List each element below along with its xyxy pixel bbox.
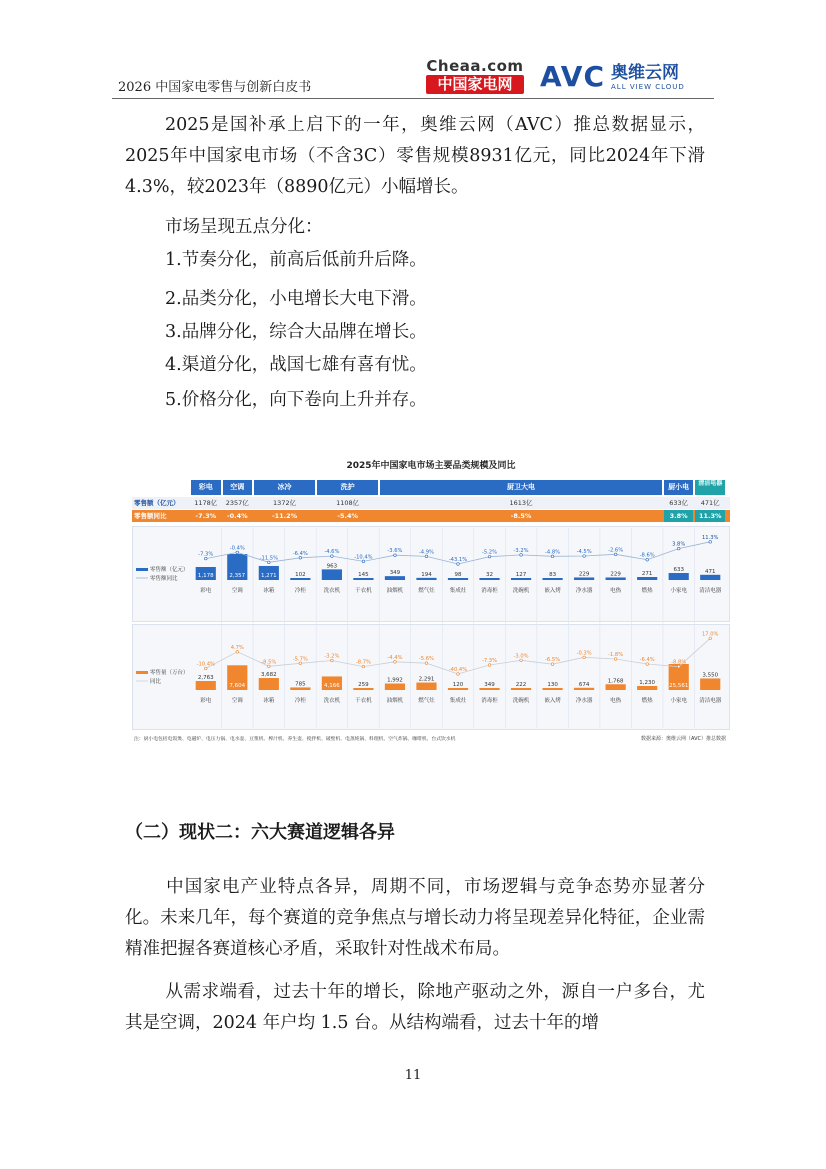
volume-yoy-label-13: -1.8%: [608, 651, 624, 658]
group-header-1: 空调: [223, 480, 253, 495]
paragraph-4-text: 从需求端看，过去十年的增长，除地产驱动之外，源自一户多台，尤其是空调，2024 年户均 1.5 台。从结构端看，过去十年的增: [125, 982, 705, 1033]
point-5: 5.价格分化，向下卷向上升并存。: [165, 390, 427, 410]
volume-yoy-point-1: [236, 651, 239, 654]
sales-yoy-point-3: [299, 556, 302, 559]
volume-yoy-label-9: -7.3%: [481, 658, 498, 665]
group-yoy-1: -0.4%: [226, 512, 248, 520]
sales-bar-9: [479, 578, 499, 580]
sales-category-9: 消毒柜: [481, 588, 498, 594]
volume-yoy-label-6: -4.4%: [387, 654, 403, 661]
volume-bar-6: [385, 684, 405, 690]
paragraph-3: [125, 872, 705, 965]
sales-value-15: 633: [673, 567, 684, 574]
volume-value-5: 259: [358, 682, 369, 688]
sales-category-12: 净水器: [575, 588, 593, 594]
sales-value-7: 194: [421, 571, 432, 578]
point-1: 1.节奏分化，前高后低前升后降。: [165, 250, 427, 270]
group-sales-0: 1178亿: [194, 499, 218, 507]
sales-value-16: 471: [704, 568, 716, 575]
sales-bar-16: [700, 575, 720, 580]
sales-yoy-point-15: [677, 547, 680, 550]
sales-yoy-label-6: -3.6%: [387, 548, 403, 555]
group-yoy-5: 3.8%: [664, 510, 694, 522]
volume-yoy-point-6: [394, 661, 397, 664]
sales-bar-4: [322, 569, 342, 580]
category-chart: [132, 452, 730, 748]
group-header-0: 彩电: [191, 480, 221, 495]
sales-yoy-point-1: [236, 551, 239, 554]
volume-category-12: 净水器: [575, 698, 593, 704]
volume-category-1: 空调: [231, 698, 243, 704]
volume-yoy-point-13: [614, 658, 617, 661]
volume-yoy-label-8: -40.4%: [448, 667, 468, 673]
sales-yoy-point-6: [394, 554, 397, 557]
sales-category-11: 嵌入烤: [544, 588, 561, 594]
page-number: 11: [404, 1068, 422, 1083]
sales-yoy-point-10: [520, 554, 523, 557]
volume-category-6: 油烟机: [386, 698, 404, 704]
volume-yoy-point-5: [362, 665, 365, 668]
sales-yoy-label-13: -2.6%: [608, 547, 624, 554]
sales-yoy-label-15: 3.8%: [672, 541, 686, 548]
volume-category-4: 洗衣机: [323, 698, 341, 704]
volume-yoy-point-12: [583, 656, 586, 659]
sales-category-7: 燃气灶: [418, 588, 435, 594]
sales-yoy-point-11: [551, 555, 554, 558]
paragraph-1-text: 2025是国补承上启下的一年，奥维云网（AVC）推总数据显示，2025年中国家电市场（不含3C）零售规模8931亿元，同比2024年下滑4.3%，较2023年（8890亿元）小幅增长。: [125, 115, 705, 197]
volume-value-10: 222: [515, 682, 527, 688]
chart-note: 注：厨小电包括电饭煲、电磁炉、电压力锅、电水壶、豆浆机、榨汁机、养生壶、搅拌机、破壁机、电蒸炖锅、料理机、空气炸锅、咖啡机、台式饮水机: [134, 737, 456, 742]
paragraph-1: [125, 110, 705, 203]
volume-yoy-label-10: -3.0%: [513, 653, 529, 660]
avc-logo-en: ALL VIEW CLOUD: [611, 83, 685, 91]
sales-category-8: 集成灶: [449, 588, 467, 594]
sales-value-6: 349: [389, 570, 401, 577]
volume-value-14: 1,230: [639, 680, 656, 687]
volume-category-16: 清洁电器: [699, 698, 722, 704]
point-3: 3.品牌分化，综合大品牌在增长。: [165, 322, 427, 342]
sales-value-3: 102: [295, 572, 306, 578]
sales-value-0: 1,178: [197, 573, 214, 579]
sales-yoy-point-9: [488, 555, 491, 558]
sales-yoy-label-3: -6.4%: [292, 550, 308, 557]
volume-yoy-point-10: [520, 659, 523, 662]
header-title: 2026 中国家电零售与创新白皮书: [118, 80, 312, 95]
sales-legend-swatch: [136, 568, 148, 571]
volume-bar-9: [479, 688, 499, 690]
sales-yoy-point-0: [204, 557, 207, 560]
sales-category-15: 小家电: [670, 588, 687, 594]
paragraph-3-text: 中国家电产业特点各异，周期不同，市场逻辑与竞争态势亦显著分化。未来几年，每个赛道的竞争焦点与增长动力将呈现差异化特征，企业需精准把握各赛道核心矛盾，采取针对性战术布局。: [125, 877, 705, 959]
sales-yoy-point-13: [614, 553, 617, 556]
volume-category-8: 集成灶: [449, 698, 467, 704]
sales-yoy-point-14: [646, 558, 649, 561]
sales-bar-10: [511, 578, 531, 580]
sales-category-6: 油烟机: [386, 588, 404, 594]
group-yoy-2: -11.2%: [271, 512, 298, 520]
volume-bar-5: [353, 688, 373, 690]
sales-yoy-point-7: [425, 555, 428, 558]
group-yoy-label: 零售额同比: [134, 512, 167, 520]
group-header-5: 厨小电: [664, 480, 694, 495]
volume-yoy-label-14: -6.4%: [639, 657, 655, 664]
volume-yoy-label-11: -6.5%: [545, 657, 561, 664]
chart-source: 数据来源：奥维云网（AVC）推总数据: [640, 736, 726, 742]
sales-yoy-label-7: -4.9%: [418, 549, 435, 556]
avc-logo-mark: AVC: [540, 60, 605, 93]
group-header-4: 厨卫大电: [380, 480, 662, 495]
sales-yoy-label-8: -43.1%: [448, 557, 468, 563]
group-yoy-0: -7.3%: [195, 512, 217, 520]
volume-bar-3: [290, 687, 310, 690]
sales-value-13: 229: [610, 571, 621, 578]
group-header-6: 清洁电器: [695, 480, 725, 495]
volume-bar-7: [416, 683, 436, 690]
volume-yoy-label-7: -5.6%: [418, 656, 435, 663]
group-header-3: 洗护: [317, 480, 378, 495]
sales-bar-13: [606, 577, 626, 580]
volume-value-15: 25,561: [669, 683, 689, 689]
sales-value-4: 963: [326, 563, 338, 570]
volume-bar-14: [637, 686, 657, 690]
sales-value-5: 145: [358, 572, 369, 578]
volume-yoy-point-2: [268, 665, 271, 668]
volume-category-5: 干衣机: [355, 698, 372, 704]
sales-yoy-label-9: -5.2%: [481, 549, 498, 556]
group-yoy-4: -8.5%: [510, 512, 532, 520]
sales-value-14: 271: [641, 571, 653, 578]
sales-value-11: 83: [549, 572, 557, 578]
volume-category-10: 洗碗机: [512, 698, 530, 704]
volume-bar-16: [700, 678, 720, 690]
volume-value-3: 785: [295, 681, 306, 688]
chart-svg: [132, 452, 730, 748]
sales-yoy-legend-label: 零售额同比: [150, 576, 178, 582]
volume-yoy-legend-label: 同比: [150, 679, 162, 685]
volume-value-4: 4,166: [324, 683, 340, 689]
sales-value-8: 98: [454, 572, 462, 578]
header-divider: [112, 98, 714, 99]
cheaa-logo-cn: 中国家电网: [426, 75, 524, 94]
volume-yoy-point-3: [299, 662, 302, 665]
volume-yoy-label-5: -8.7%: [355, 659, 371, 666]
point-4: 4.渠道分化，战国七雄有喜有忧。: [165, 355, 427, 375]
sales-bar-12: [574, 577, 594, 580]
sales-yoy-label-12: -4.5%: [576, 549, 592, 556]
group-sales-6: 471亿: [700, 499, 720, 507]
sales-yoy-point-4: [331, 555, 334, 558]
sales-yoy-label-5: -10.4%: [354, 554, 373, 561]
group-sales-3: 1108亿: [336, 499, 360, 507]
sales-yoy-point-8: [457, 563, 460, 566]
sales-yoy-label-0: -7.3%: [198, 551, 214, 558]
sales-value-10: 127: [515, 572, 527, 578]
volume-yoy-point-15: [677, 665, 680, 668]
point-2: 2.品类分化，小电增长大电下滑。: [165, 289, 427, 309]
sales-value-12: 229: [578, 571, 590, 578]
volume-yoy-label-3: -5.7%: [292, 656, 308, 663]
sales-yoy-label-4: -4.6%: [324, 549, 340, 556]
volume-value-9: 349: [484, 682, 495, 688]
volume-yoy-label-1: 4.7%: [230, 644, 244, 651]
group-sales-5: 633亿: [669, 499, 689, 507]
cheaa-logo: [426, 58, 524, 94]
volume-category-2: 冰箱: [263, 698, 275, 704]
sales-category-5: 干衣机: [355, 588, 372, 594]
volume-yoy-point-7: [425, 662, 428, 665]
volume-yoy-point-8: [457, 673, 460, 676]
sales-bar-14: [637, 577, 657, 580]
sales-yoy-point-2: [268, 561, 271, 564]
volume-category-3: 冷柜: [294, 698, 306, 704]
sales-category-1: 空调: [231, 588, 243, 594]
sales-yoy-point-12: [583, 555, 586, 558]
volume-legend-swatch: [136, 671, 148, 674]
group-yoy-3: -5.4%: [337, 512, 358, 520]
volume-category-9: 消毒柜: [481, 698, 498, 704]
sales-yoy-label-14: -8.6%: [639, 552, 655, 559]
sales-category-4: 洗衣机: [323, 588, 341, 594]
volume-value-16: 3,550: [702, 672, 719, 679]
avc-logo: [540, 62, 685, 92]
sales-bar-7: [416, 578, 436, 580]
volume-yoy-point-14: [646, 663, 649, 666]
sales-category-2: 冰箱: [263, 588, 275, 594]
group-sales-2: 1372亿: [273, 499, 297, 507]
volume-value-13: 1,768: [607, 678, 624, 685]
sales-bar-5: [353, 578, 373, 580]
sales-bar-3: [290, 578, 310, 580]
sales-yoy-label-11: -4.8%: [545, 549, 561, 556]
volume-value-12: 674: [578, 681, 590, 688]
volume-yoy-label-0: -10.4%: [196, 661, 215, 668]
volume-bar-11: [542, 688, 562, 690]
volume-value-6: 1,992: [387, 677, 403, 684]
sales-category-14: 燃热: [641, 588, 653, 594]
volume-bar-10: [511, 688, 531, 690]
sales-bar-8: [448, 578, 468, 580]
group-sales-1: 2357亿: [225, 499, 249, 507]
group-sales-label: 零售额（亿元）: [134, 499, 180, 507]
volume-yoy-label-12: -0.3%: [576, 650, 592, 657]
group-yoy-6: 11.3%: [695, 510, 725, 522]
volume-bar-0: [196, 681, 216, 690]
volume-yoy-point-11: [551, 663, 554, 666]
volume-bar-8: [448, 688, 468, 690]
volume-value-11: 130: [547, 682, 558, 688]
sales-value-2: 1,271: [260, 573, 277, 579]
volume-yoy-point-0: [204, 667, 207, 670]
volume-yoy-point-16: [709, 637, 712, 640]
sales-category-16: 清洁电器: [699, 588, 722, 594]
volume-category-7: 燃气灶: [418, 698, 435, 704]
sales-value-1: 2,357: [229, 573, 246, 579]
volume-bar-2: [259, 678, 279, 690]
volume-value-8: 120: [452, 682, 464, 688]
sales-category-0: 彩电: [200, 588, 212, 594]
paragraph-2: 市场呈现五点分化：: [165, 217, 323, 237]
cheaa-logo-url: Cheaa.com: [426, 57, 524, 75]
volume-value-7: 2,291: [418, 676, 435, 683]
group-sales-4: 1613亿: [509, 499, 533, 507]
sales-yoy-label-1: -0.4%: [229, 545, 245, 552]
sales-yoy-label-16: 11.3%: [701, 534, 719, 541]
sales-yoy-point-16: [709, 541, 712, 544]
volume-category-0: 彩电: [200, 698, 212, 704]
volume-value-1: 7,604: [229, 683, 246, 689]
volume-yoy-label-2: -8.5%: [261, 659, 277, 666]
volume-category-11: 嵌入烤: [544, 698, 561, 704]
volume-legend-label: 零售量（万台）: [150, 670, 189, 676]
sales-category-3: 冷柜: [294, 588, 306, 594]
volume-value-0: 2,763: [197, 675, 214, 682]
volume-category-14: 燃热: [641, 698, 653, 704]
chart-title: 2025年中国家电市场主要品类规模及同比: [346, 461, 516, 471]
sales-yoy-label-2: -11.5%: [259, 555, 279, 562]
volume-value-2: 3,682: [260, 672, 277, 679]
group-header-2: 冰冷: [254, 480, 315, 495]
volume-yoy-label-4: -3.2%: [324, 653, 340, 660]
sales-bar-6: [385, 576, 405, 580]
volume-yoy-point-9: [488, 664, 491, 667]
paragraph-4: [125, 977, 705, 1039]
section-heading: （二）现状二：六大赛道逻辑各异: [125, 822, 395, 843]
sales-yoy-point-5: [362, 560, 365, 563]
volume-yoy-point-4: [331, 659, 334, 662]
volume-yoy-label-16: 17.0%: [701, 631, 719, 638]
volume-bar-12: [574, 688, 594, 690]
volume-category-13: 电热: [610, 698, 622, 704]
sales-yoy-label-10: -3.2%: [513, 547, 529, 554]
sales-value-9: 32: [486, 572, 494, 578]
volume-bar-13: [606, 684, 626, 690]
avc-logo-cn: 奥维云网: [611, 63, 679, 83]
sales-legend-label: 零售额（亿元）: [150, 567, 189, 573]
sales-category-13: 电热: [610, 588, 622, 594]
sales-bar-11: [542, 578, 562, 580]
volume-yoy-label-15: -8.8%: [671, 659, 687, 666]
volume-category-15: 小家电: [670, 698, 687, 704]
sales-category-10: 洗碗机: [512, 588, 530, 594]
sales-bar-15: [669, 573, 689, 580]
